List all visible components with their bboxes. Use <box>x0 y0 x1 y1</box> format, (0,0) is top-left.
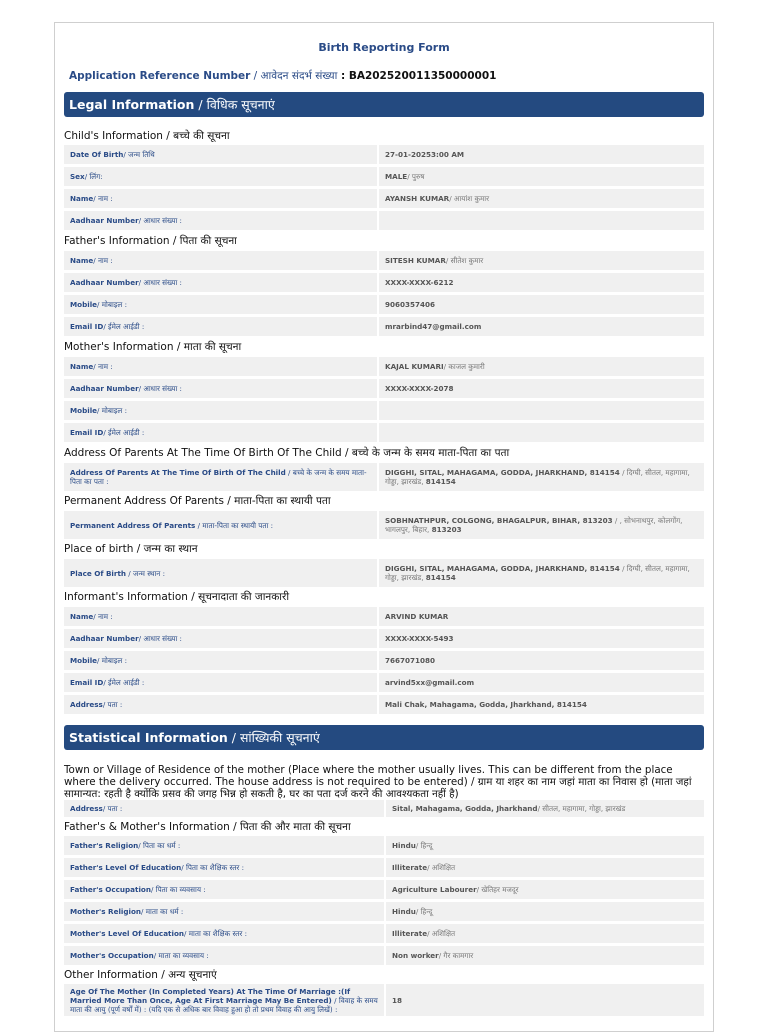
table-row <box>64 984 704 1016</box>
table-row <box>64 463 704 491</box>
table-row <box>64 295 704 314</box>
field-label: Email ID / ईमेल आईडी : <box>64 423 377 442</box>
field-value: 9060357406 <box>379 295 704 314</box>
field-value: 27-01-20253:00 AM <box>379 145 704 164</box>
statistical-title-hindi: / सांख्यिकी सूचनाएं <box>227 730 320 745</box>
field-label: Name / नाम : <box>64 357 377 376</box>
field-value: Illiterate / अशिक्षित <box>386 924 704 943</box>
table-row <box>64 836 704 855</box>
table-row <box>64 902 704 921</box>
ref-label: Application Reference Number <box>69 70 251 82</box>
field-label: Aadhaar Number / आधार संख्या : <box>64 273 377 292</box>
field-label: Sex / लिंग: <box>64 167 377 186</box>
field-label: Aadhaar Number / आधार संख्या : <box>64 629 377 648</box>
father-info-heading: Father's Information / पिता की सूचना <box>64 235 237 247</box>
field-label: Mother's Religion / माता का धर्म : <box>64 902 384 921</box>
field-value: mrarbind47@gmail.com <box>379 317 704 336</box>
field-value: XXXX-XXXX-5493 <box>379 629 704 648</box>
field-label: Aadhaar Number / आधार संख्या : <box>64 379 377 398</box>
table-row <box>64 651 704 670</box>
field-label: Mother's Level Of Education / माता का शैक्षिक स्तर : <box>64 924 384 943</box>
field-label: Father's Occupation / पिता का व्यवसाय : <box>64 880 384 899</box>
field-label: Name / नाम : <box>64 607 377 626</box>
field-label: Name / नाम : <box>64 189 377 208</box>
field-label: Email ID / ईमेल आईडी : <box>64 317 377 336</box>
field-value: Sital, Mahagama, Godda, Jharkhand / सीतल, महागामा, गोड्डा, झारखंड <box>386 800 704 817</box>
field-value: Non worker / गैर कामगार <box>386 946 704 965</box>
permanent-address-heading: Permanent Address Of Parents / माता-पिता का स्थायी पता <box>64 495 331 507</box>
table-row <box>64 511 704 539</box>
form-page <box>54 22 714 1032</box>
field-value: Mali Chak, Mahagama, Godda, Jharkhand, 814154 <box>379 695 704 714</box>
application-reference <box>69 69 704 83</box>
field-label: Aadhaar Number / आधार संख्या : <box>64 211 377 230</box>
field-label: Address Of Parents At The Time Of Birth Of The Child / बच्चे के जन्म के समय माता-पिता का पता : <box>64 463 377 491</box>
field-value: DIGGHI, SITAL, MAHAGAMA, GODDA, JHARKHAND, 814154 / दिग्घी, सीतल, महागामा, गोड्डा, झारखंड, 814154 <box>379 463 704 491</box>
field-label: Address / पता : <box>64 695 377 714</box>
field-value <box>379 423 704 442</box>
child-info-heading: Child's Information / बच्चे की सूचना <box>64 130 230 142</box>
table-row <box>64 273 704 292</box>
field-value: DIGGHI, SITAL, MAHAGAMA, GODDA, JHARKHAND, 814154 / दिग्घी, सीतल, महागामा, गोड्डा, झारखंड, 814154 <box>379 559 704 587</box>
field-value: Illiterate / अशिक्षित <box>386 858 704 877</box>
field-label: Mobile / मोबाइल : <box>64 295 377 314</box>
field-value: XXXX-XXXX-2078 <box>379 379 704 398</box>
table-row <box>64 317 704 336</box>
parents-info-heading: Father's & Mother's Information / पिता की और माता की सूचना <box>64 821 351 833</box>
table-row <box>64 858 704 877</box>
field-value: AYANSH KUMAR / आयांश कुमार <box>379 189 704 208</box>
ref-label-hindi: / आवेदन संदर्भ संख्या <box>250 70 338 82</box>
field-value: ARVIND KUMAR <box>379 607 704 626</box>
field-label: Address / पता : <box>64 800 384 817</box>
field-label: Father's Religion / पिता का धर्म : <box>64 836 384 855</box>
field-label: Email ID / ईमेल आईडी : <box>64 673 377 692</box>
field-label: Permanent Address Of Parents / माता-पिता का स्थायी पता : <box>64 511 377 539</box>
informant-info-heading: Informant's Information / सूचनादाता की जानकारी <box>64 591 290 603</box>
table-row <box>64 800 704 817</box>
field-value: Hindu / हिन्दू <box>386 836 704 855</box>
other-info-heading: Other Information / अन्य सूचनाएं <box>64 969 217 981</box>
field-label: Father's Level Of Education / पिता का शैक्षिक स्तर : <box>64 858 384 877</box>
table-row <box>64 423 704 442</box>
field-value <box>379 401 704 420</box>
place-of-birth-heading: Place of birth / जन्म का स्थान <box>64 543 198 555</box>
table-row <box>64 695 704 714</box>
field-label: Date Of Birth / जन्म तिथि <box>64 145 377 164</box>
table-row <box>64 357 704 376</box>
residence-heading: Town or Village of Residence of the mother (Place where the mother usually lives. This can be different from the place where the delivery occurred. The house address is not required to be entered) / ग्राम या शहर का नाम जहां माता का निवास हो (माता जहां सामान्यत: रहती है क्योंकि प्रसव की जगह भिन्न हो सकती है, घर का पता दर्ज करने की आवश्यकता नहीं है) <box>64 764 692 800</box>
field-value: SITESH KUMAR / सीतेश कुमार <box>379 251 704 270</box>
field-value: MALE / पुरुष <box>379 167 704 186</box>
field-label: Place Of Birth / जन्म स्थान : <box>64 559 377 587</box>
legal-title: Legal Information <box>69 97 195 112</box>
table-row <box>64 401 704 420</box>
birth-address-heading: Address Of Parents At The Time Of Birth Of The Child / बच्चे के जन्म के समय माता-पिता का पता <box>64 447 510 459</box>
field-value: XXXX-XXXX-6212 <box>379 273 704 292</box>
table-row <box>64 880 704 899</box>
field-value: 7667071080 <box>379 651 704 670</box>
mother-info-heading: Mother's Information / माता की सूचना <box>64 341 242 353</box>
table-row <box>64 946 704 965</box>
ref-value: BA202520011350000001 <box>348 70 497 82</box>
table-row <box>64 251 704 270</box>
legal-title-hindi: / विधिक सूचनाएं <box>194 97 275 112</box>
field-value: SOBHNATHPUR, COLGONG, BHAGALPUR, BIHAR, 813203 / , सोभनाथपुर, कोलगोंग, भागलपुर, बिहार, 813203 <box>379 511 704 539</box>
table-row <box>64 145 704 164</box>
field-value <box>379 211 704 230</box>
table-row <box>64 559 704 587</box>
table-row <box>64 629 704 648</box>
table-row <box>64 924 704 943</box>
form-content <box>64 23 704 1019</box>
field-value: arvind5xx@gmail.com <box>379 673 704 692</box>
field-label: Age Of The Mother (In Completed Years) At The Time Of Marriage :(If Married More Than Once, Age At First Marriage May Be Entered) / विवाह के समय माता की आयु (पूर्ण वर्षों में) : (यदि एक से अधिक बार विवाह हुआ हो तो प्रथम विवाह की आयु लिखें) : <box>64 984 384 1016</box>
table-row <box>64 673 704 692</box>
field-label: Name / नाम : <box>64 251 377 270</box>
field-value: Agriculture Labourer / खेतिहर मजदूर <box>386 880 704 899</box>
ref-separator: : <box>337 70 349 82</box>
field-value: KAJAL KUMARI / काजल कुमारी <box>379 357 704 376</box>
table-row <box>64 379 704 398</box>
form-title: Birth Reporting Form <box>318 41 450 54</box>
table-row <box>64 167 704 186</box>
legal-section-header <box>64 92 704 117</box>
statistical-title: Statistical Information <box>69 730 228 745</box>
field-value: 18 <box>386 984 704 1016</box>
field-label: Mobile / मोबाइल : <box>64 401 377 420</box>
table-row <box>64 189 704 208</box>
field-label: Mother's Occupation / माता का व्यवसाय : <box>64 946 384 965</box>
field-label: Mobile / मोबाइल : <box>64 651 377 670</box>
statistical-section-header <box>64 725 704 750</box>
table-row <box>64 607 704 626</box>
table-row <box>64 211 704 230</box>
field-value: Hindu / हिन्दू <box>386 902 704 921</box>
